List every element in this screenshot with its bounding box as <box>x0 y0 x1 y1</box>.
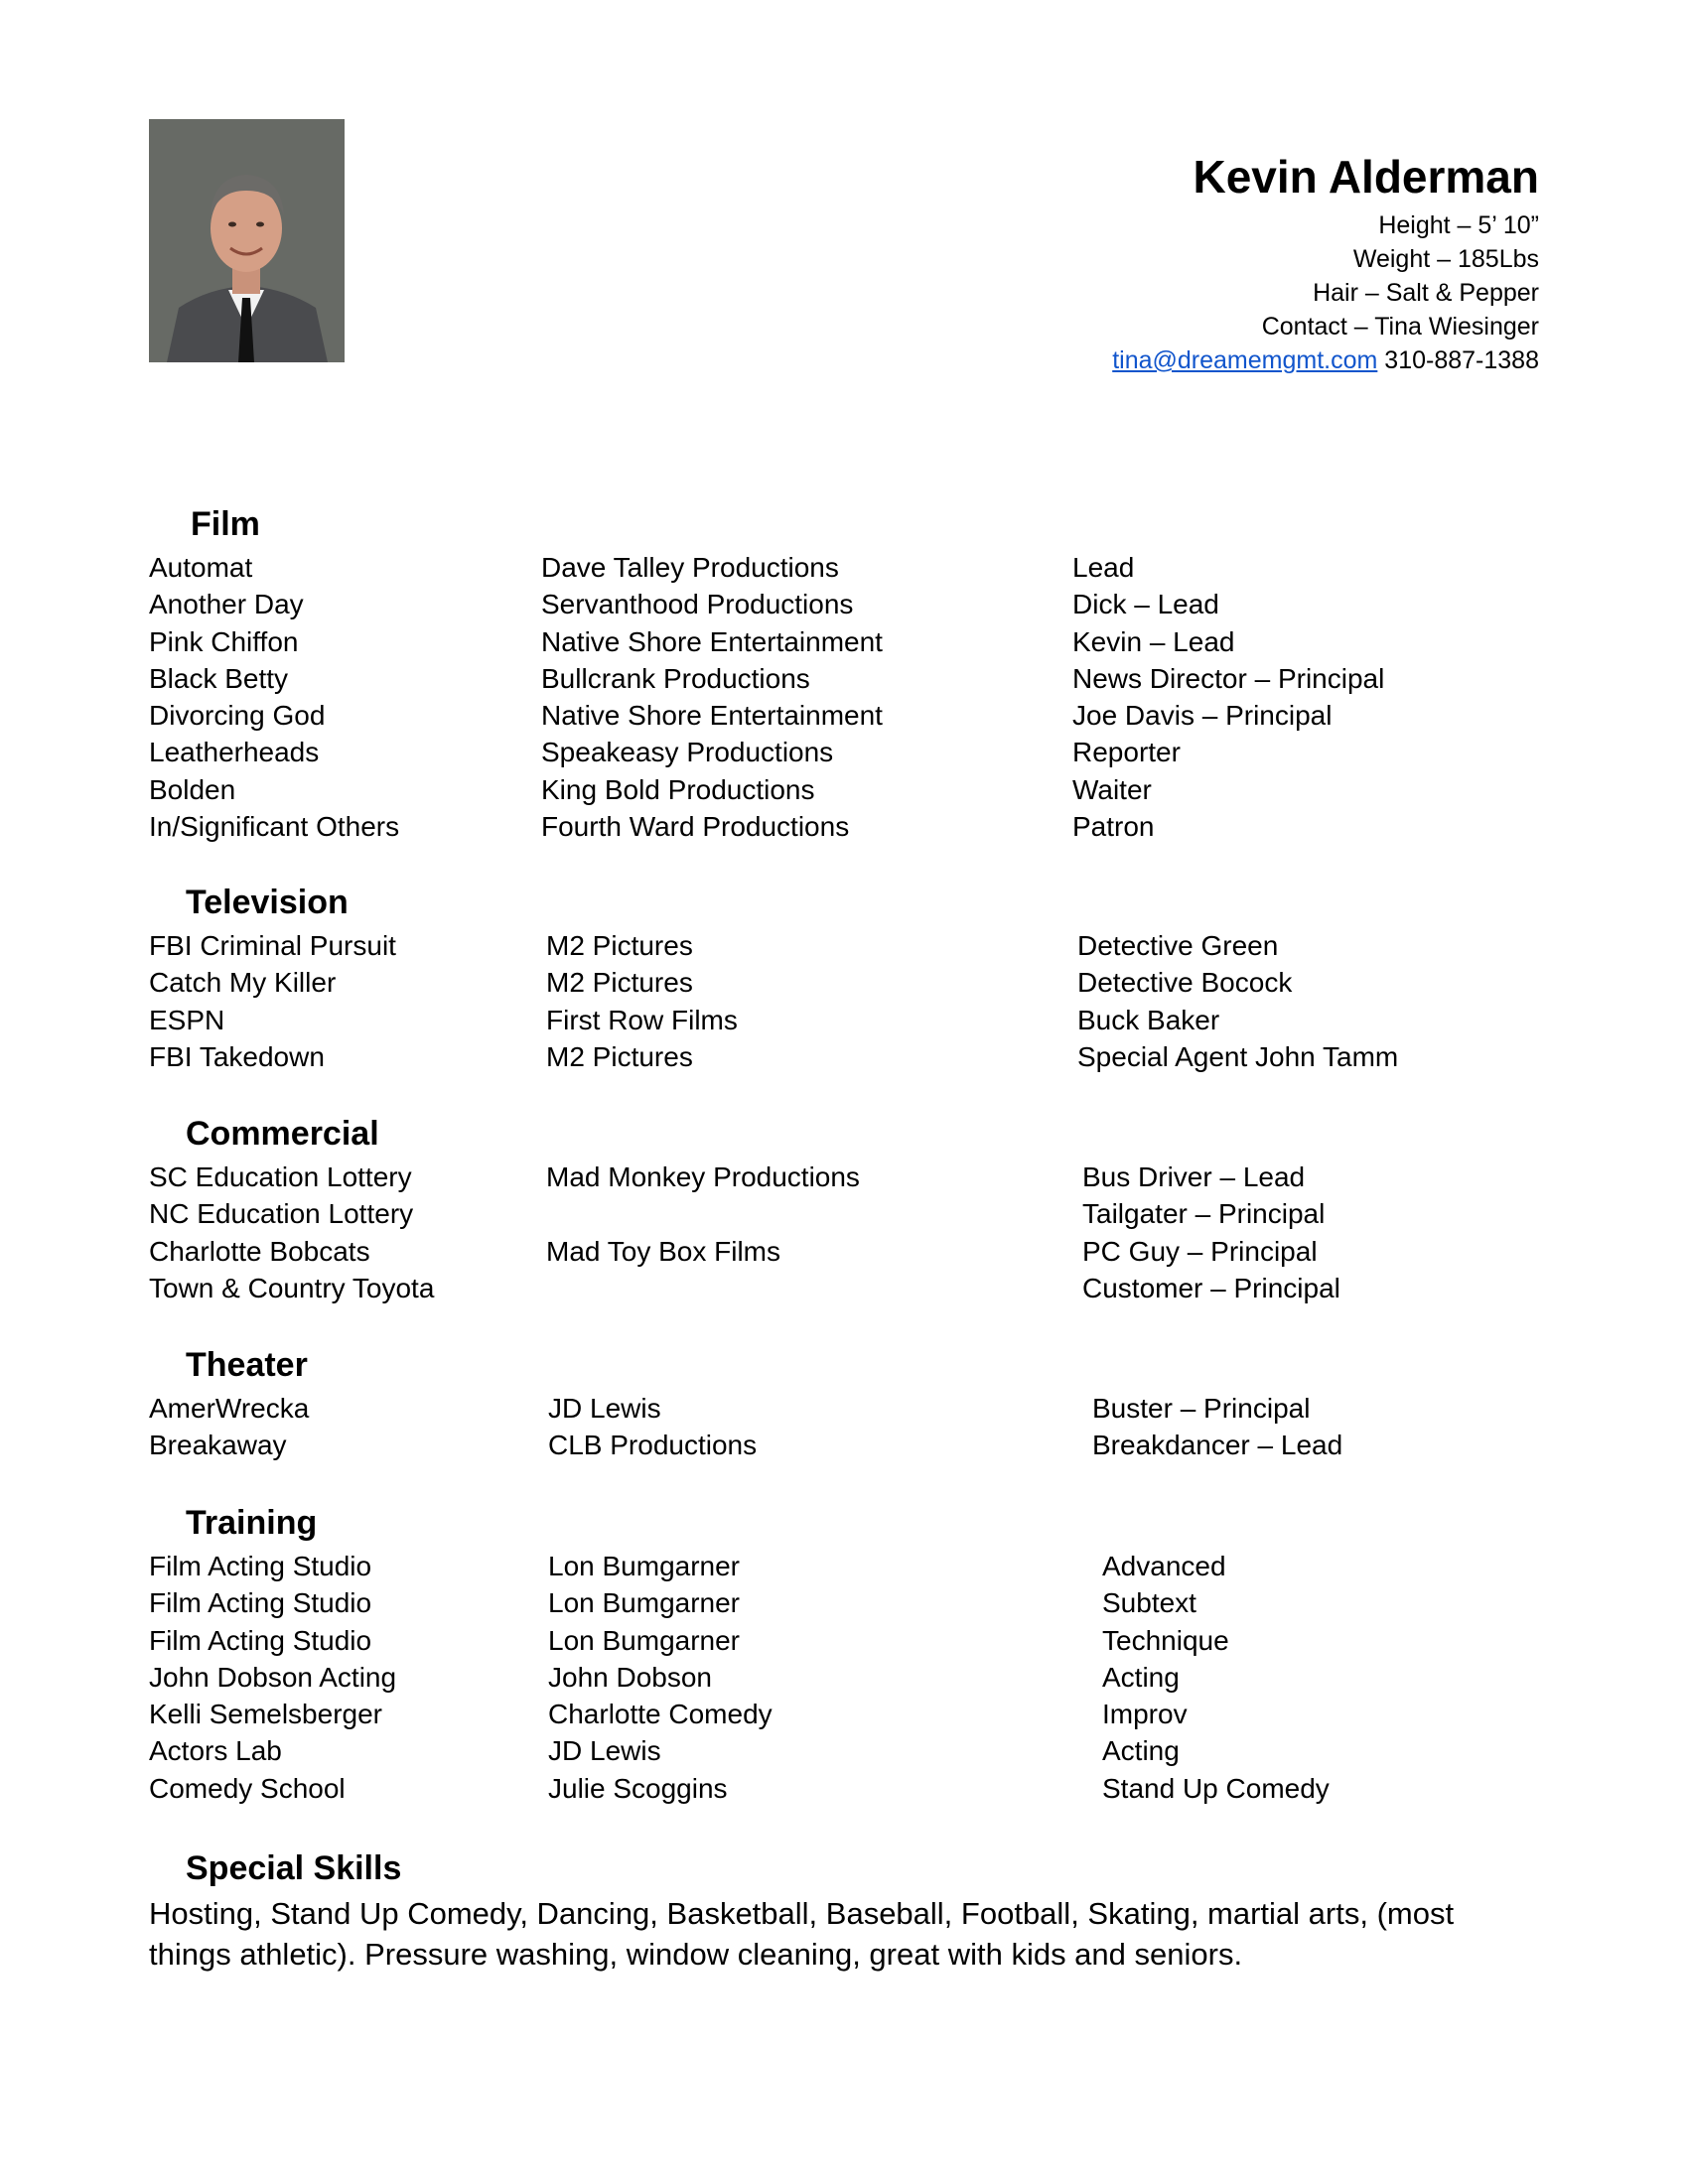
credit-title: NC Education Lottery <box>149 1198 414 1230</box>
credit-company: JD Lewis <box>548 1393 661 1424</box>
credit-company: Fourth Ward Productions <box>541 811 850 843</box>
section-title-special-skills: Special Skills <box>186 1849 402 1887</box>
credit-company: Native Shore Entertainment <box>541 700 883 732</box>
credit-company: Servanthood Productions <box>541 589 854 620</box>
credit-company: Lon Bumgarner <box>548 1624 741 1656</box>
credit-role: Kevin – Lead <box>1072 625 1235 657</box>
credit-title: Comedy School <box>149 1772 346 1804</box>
credit-row <box>149 1696 1539 1732</box>
credit-row <box>149 771 1539 808</box>
theater-credits <box>149 1390 1539 1464</box>
credit-role: Customer – Principal <box>1082 1272 1340 1303</box>
credit-row <box>149 1038 1539 1075</box>
credit-row <box>149 1584 1539 1621</box>
credit-row <box>149 1002 1539 1038</box>
credit-role: Detective Bocock <box>1077 967 1293 999</box>
credit-role: Subtext <box>1102 1587 1196 1619</box>
section-title-film: Film <box>191 505 260 543</box>
credit-role: PC Guy – Principal <box>1082 1235 1318 1267</box>
credit-title: Bolden <box>149 773 236 805</box>
actor-name: Kevin Alderman <box>1193 151 1539 203</box>
credit-company: M2 Pictures <box>546 930 693 961</box>
credit-row <box>149 586 1539 622</box>
credit-row <box>149 1659 1539 1696</box>
phone-number: 310-887-1388 <box>1384 346 1539 374</box>
credit-title: Divorcing God <box>149 700 326 732</box>
credit-row <box>149 549 1539 586</box>
weight-info: Weight – 185Lbs <box>1352 245 1539 273</box>
credit-row <box>149 964 1539 1001</box>
credit-role: Improv <box>1102 1699 1188 1730</box>
credit-role: Advanced <box>1102 1551 1226 1581</box>
email-link[interactable]: tina@dreamemgmt.com <box>1112 346 1378 374</box>
headshot-photo <box>149 119 345 362</box>
credit-company: King Bold Productions <box>541 773 815 805</box>
credit-title: Another Day <box>149 589 304 620</box>
television-credits <box>149 927 1539 1075</box>
credit-title: SC Education Lottery <box>149 1161 412 1192</box>
credit-title: Actors Lab <box>149 1735 282 1767</box>
credit-company: Lon Bumgarner <box>548 1551 741 1581</box>
credit-role: Buck Baker <box>1077 1004 1220 1035</box>
section-title-theater: Theater <box>186 1346 308 1384</box>
credit-row <box>149 623 1539 660</box>
special-skills-text: Hosting, Stand Up Comedy, Dancing, Basketball, Baseball, Football, Skating, martial arts, (most things athletic). Pressure washing, window cleaning, great with kids and seniors. <box>149 1896 1455 1972</box>
credit-company: Charlotte Comedy <box>548 1699 773 1730</box>
credit-company: Bullcrank Productions <box>541 662 810 694</box>
resume-header <box>844 147 1539 377</box>
credit-role: Joe Davis – Principal <box>1072 700 1333 732</box>
credit-role: Dick – Lead <box>1072 589 1219 620</box>
credit-company: Native Shore Entertainment <box>541 625 883 657</box>
section-title-television: Television <box>186 884 349 921</box>
credit-title: Catch My Killer <box>149 967 337 999</box>
height-info: Height – 5’ 10” <box>1378 211 1539 239</box>
commercial-credits <box>149 1159 1539 1306</box>
credit-row <box>149 1233 1539 1270</box>
credit-role: Buster – Principal <box>1092 1393 1311 1424</box>
credit-role: Reporter <box>1072 737 1181 768</box>
film-credits <box>149 549 1539 845</box>
section-title-training: Training <box>186 1504 318 1542</box>
credit-title: FBI Takedown <box>149 1040 325 1072</box>
credit-company: JD Lewis <box>548 1735 661 1767</box>
credit-title: Automat <box>149 552 253 583</box>
credit-title: Charlotte Bobcats <box>149 1235 370 1267</box>
credit-company: Speakeasy Productions <box>541 737 834 768</box>
credit-row <box>149 1732 1539 1769</box>
credit-role: Bus Driver – Lead <box>1082 1161 1306 1192</box>
credit-row <box>149 1390 1539 1427</box>
credit-company: CLB Productions <box>548 1430 758 1461</box>
credit-role: Detective Green <box>1077 930 1279 961</box>
credit-role: Tailgater – Principal <box>1082 1198 1326 1230</box>
credit-title: Film Acting Studio <box>149 1624 372 1656</box>
contact-info: Contact – Tina Wiesinger <box>1261 313 1539 341</box>
credit-row <box>149 660 1539 697</box>
credit-title: Film Acting Studio <box>149 1587 372 1619</box>
credit-row <box>149 1195 1539 1232</box>
credit-role: Stand Up Comedy <box>1102 1772 1330 1804</box>
credit-title: Black Betty <box>149 662 289 694</box>
credit-row <box>149 1548 1539 1584</box>
credit-role: Waiter <box>1072 773 1152 805</box>
credit-company: Lon Bumgarner <box>548 1587 741 1619</box>
credit-company: M2 Pictures <box>546 967 693 999</box>
credit-company: Mad Monkey Productions <box>546 1161 860 1192</box>
credit-title: FBI Criminal Pursuit <box>149 930 396 961</box>
credit-company: Mad Toy Box Films <box>546 1235 780 1267</box>
credit-title: John Dobson Acting <box>149 1661 397 1693</box>
credit-role: Breakdancer – Lead <box>1092 1430 1343 1461</box>
credit-title: Leatherheads <box>149 737 320 768</box>
training-credits <box>149 1548 1539 1807</box>
credit-role: Acting <box>1102 1661 1180 1693</box>
section-title-commercial: Commercial <box>186 1115 379 1153</box>
hair-info: Hair – Salt & Pepper <box>1313 279 1539 307</box>
credit-role: News Director – Principal <box>1072 662 1385 694</box>
credit-company: Julie Scoggins <box>548 1772 728 1804</box>
credit-company: John Dobson <box>548 1661 713 1693</box>
credit-title: In/Significant Others <box>149 811 400 843</box>
credit-row <box>149 927 1539 964</box>
credit-company: Dave Talley Productions <box>541 552 839 583</box>
credit-row <box>149 1622 1539 1659</box>
credit-row <box>149 1159 1539 1195</box>
credit-title: Film Acting Studio <box>149 1551 372 1581</box>
credit-row <box>149 1427 1539 1463</box>
credit-company: M2 Pictures <box>546 1040 693 1072</box>
credit-title: ESPN <box>149 1004 225 1035</box>
credit-row <box>149 808 1539 845</box>
credit-row <box>149 734 1539 770</box>
credit-role: Technique <box>1102 1624 1229 1656</box>
credit-title: Town & Country Toyota <box>149 1272 435 1303</box>
credit-company: First Row Films <box>546 1004 738 1035</box>
headshot-portrait <box>149 119 345 362</box>
credit-row <box>149 1770 1539 1807</box>
credit-row <box>149 697 1539 734</box>
credit-row <box>149 1270 1539 1306</box>
credit-role: Patron <box>1072 811 1155 843</box>
credit-role: Acting <box>1102 1735 1180 1767</box>
credit-title: Breakaway <box>149 1430 287 1461</box>
credit-role: Special Agent John Tamm <box>1077 1040 1399 1072</box>
credit-role: Lead <box>1072 552 1135 583</box>
contact-details <box>844 343 1539 377</box>
credit-title: Kelli Semelsberger <box>149 1699 382 1730</box>
credit-title: AmerWrecka <box>149 1393 310 1424</box>
credit-title: Pink Chiffon <box>149 625 299 657</box>
